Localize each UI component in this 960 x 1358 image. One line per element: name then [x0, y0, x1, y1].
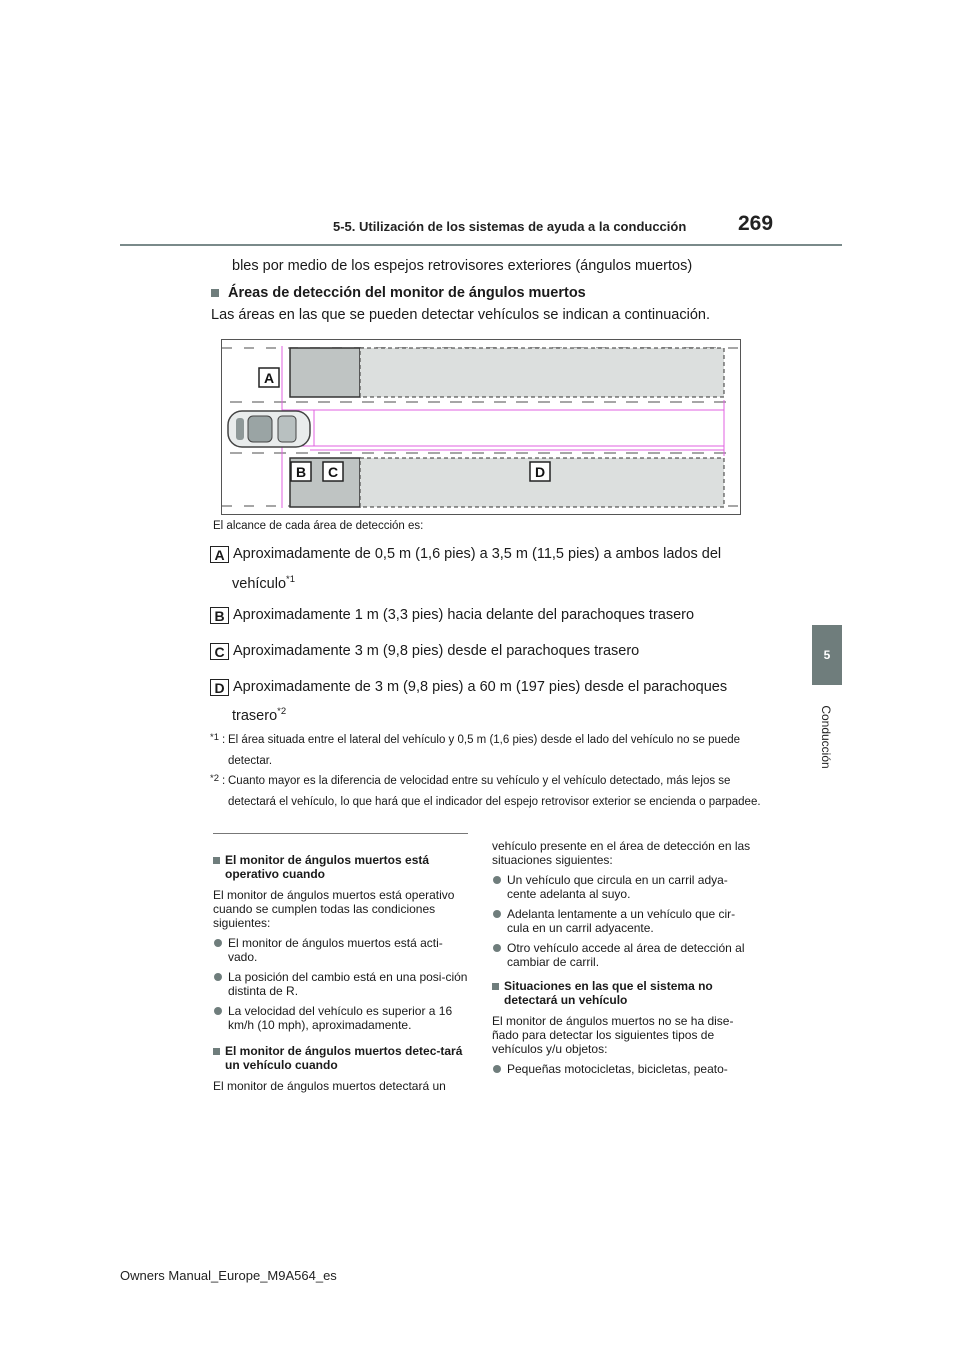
definition-d	[210, 679, 727, 696]
definition-b	[210, 607, 694, 624]
column-divider	[213, 833, 468, 834]
bullet-dot-icon	[214, 1007, 222, 1015]
label-d: D	[534, 464, 546, 480]
right-bullet-1: Un vehículo que circula en un carril adya-cente adelanta al suyo.	[492, 873, 754, 901]
footnote-1-marker: *1	[210, 732, 219, 743]
bullet-dot-icon	[493, 876, 501, 884]
section-heading	[211, 285, 586, 301]
section-heading-text: Áreas de detección del monitor de ángulos muertos	[228, 285, 586, 301]
definition-a	[210, 546, 721, 563]
definition-a-text: Aproximadamente de 0,5 m (1,6 pies) a 3,5 m (11,5 pies) a ambos lados del	[233, 546, 722, 562]
right-bullet-2: Adelanta lentamente a un vehículo que cir-cula en un carril adyacente.	[492, 907, 754, 935]
definition-d-continuation	[232, 706, 286, 724]
continuation-text: bles por medio de los espejos retrovisores exteriores (ángulos muertos)	[232, 258, 693, 274]
definition-a-key: A	[210, 546, 229, 563]
left-column	[213, 853, 471, 1099]
bullet-dot-icon	[493, 910, 501, 918]
definition-a-continuation	[232, 574, 295, 592]
bullet-dot-icon	[214, 973, 222, 981]
chapter-label: Conducción	[819, 705, 833, 769]
chapter-tab: 5	[812, 625, 842, 685]
bullet-dot-icon	[493, 1065, 501, 1073]
left-paragraph-2: El monitor de ángulos muertos detectará un	[213, 1079, 446, 1093]
definition-c-text: Aproximadamente 3 m (9,8 pies) desde el parachoques trasero	[233, 643, 640, 659]
square-bullet-icon	[213, 857, 220, 864]
footnote-2-marker: *2	[210, 773, 219, 784]
left-heading-1: El monitor de ángulos muertos está operativo cuando	[213, 853, 471, 881]
right-heading-1: Situaciones en las que el sistema no detectará un vehículo	[492, 979, 754, 1007]
page-number: 269	[738, 212, 774, 235]
footnote-1: *1 : El área situada entre el lateral del vehículo y 0,5 m (1,6 pies) desde el lado del vehículo no se puede detectar.	[210, 730, 770, 772]
square-bullet-icon	[213, 1048, 220, 1055]
definition-d-cont-text: trasero	[232, 707, 278, 724]
bullet-dot-icon	[214, 939, 222, 947]
diagram-caption: El alcance de cada área de detección es:	[213, 520, 424, 532]
definition-b-text: Aproximadamente 1 m (3,3 pies) hacia delante del parachoques trasero	[233, 607, 695, 623]
definition-c	[210, 643, 639, 660]
detection-area-diagram	[221, 339, 741, 515]
definition-c-key: C	[210, 643, 229, 660]
footnote-ref-2: *2	[277, 706, 287, 717]
left-bullet-1: El monitor de ángulos muertos está acti-vado.	[213, 936, 471, 964]
left-bullet-2: La posición del cambio está en una posi-ción distinta de R.	[213, 970, 471, 998]
definition-b-key: B	[210, 607, 229, 624]
car-top-view-icon	[228, 411, 310, 447]
label-a: A	[263, 370, 275, 386]
section-intro: Las áreas en las que se pueden detectar vehículos se indican a continuación.	[211, 307, 710, 323]
right-bullet-3: Otro vehículo accede al área de detección al cambiar de carril.	[492, 941, 754, 969]
right-paragraph-2: El monitor de ángulos muertos no se ha dise-ñado para detectar los siguientes tipos de vehículos y/u objetos:	[492, 1014, 734, 1056]
footnote-2-text: Cuanto mayor es la diferencia de velocidad entre su vehículo y el vehículo detectado, más lejos se detectará el vehículo, lo que hará que el indicador del espejo retrovisor exterior se encienda o parpadee.	[228, 775, 761, 808]
label-b: B	[295, 464, 307, 480]
left-bullet-3: La velocidad del vehículo es superior a 16 km/h (10 mph), aproximadamente.	[213, 1004, 471, 1032]
detection-area-svg	[222, 340, 740, 514]
right-column	[492, 839, 754, 1082]
definition-d-text: Aproximadamente de 3 m (9,8 pies) a 60 m (197 pies) desde el parachoques	[233, 679, 728, 695]
header-divider	[120, 244, 842, 246]
footnote-ref-1: *1	[286, 574, 295, 585]
definition-d-key: D	[210, 679, 229, 696]
zone-d-upper	[360, 348, 724, 397]
square-bullet-icon	[492, 983, 499, 990]
footnote-2: *2 : Cuanto mayor es la diferencia de velocidad entre su vehículo y el vehículo detectado, más lejos se detectará el vehículo, lo que hará que el indicador del espejo retrovisor exterior se encienda o parpadee.	[210, 771, 770, 813]
section-header-title: 5-5. Utilización de los sistemas de ayuda a la conducción	[333, 219, 687, 234]
right-bullet-4: Pequeñas motocicletas, bicicletas, peato-	[492, 1062, 754, 1076]
bullet-dot-icon	[493, 944, 501, 952]
square-bullet-icon	[211, 289, 219, 297]
label-c: C	[327, 464, 339, 480]
zone-a-upper-near	[290, 348, 360, 397]
left-heading-2: El monitor de ángulos muertos detec-tará un vehículo cuando	[213, 1044, 471, 1072]
right-paragraph-1: vehículo presente en el área de detección en las situaciones siguientes:	[492, 839, 751, 867]
left-paragraph-1: El monitor de ángulos muertos está operativo cuando se cumplen todas las condiciones siguientes:	[213, 888, 455, 930]
definition-a-cont-text: vehículo	[232, 575, 287, 592]
footer-document-id: Owners Manual_Europe_M9A564_es	[120, 1268, 337, 1283]
footnote-1-text: El área situada entre el lateral del vehículo y 0,5 m (1,6 pies) desde el lado del vehículo no se puede detectar.	[228, 734, 741, 767]
